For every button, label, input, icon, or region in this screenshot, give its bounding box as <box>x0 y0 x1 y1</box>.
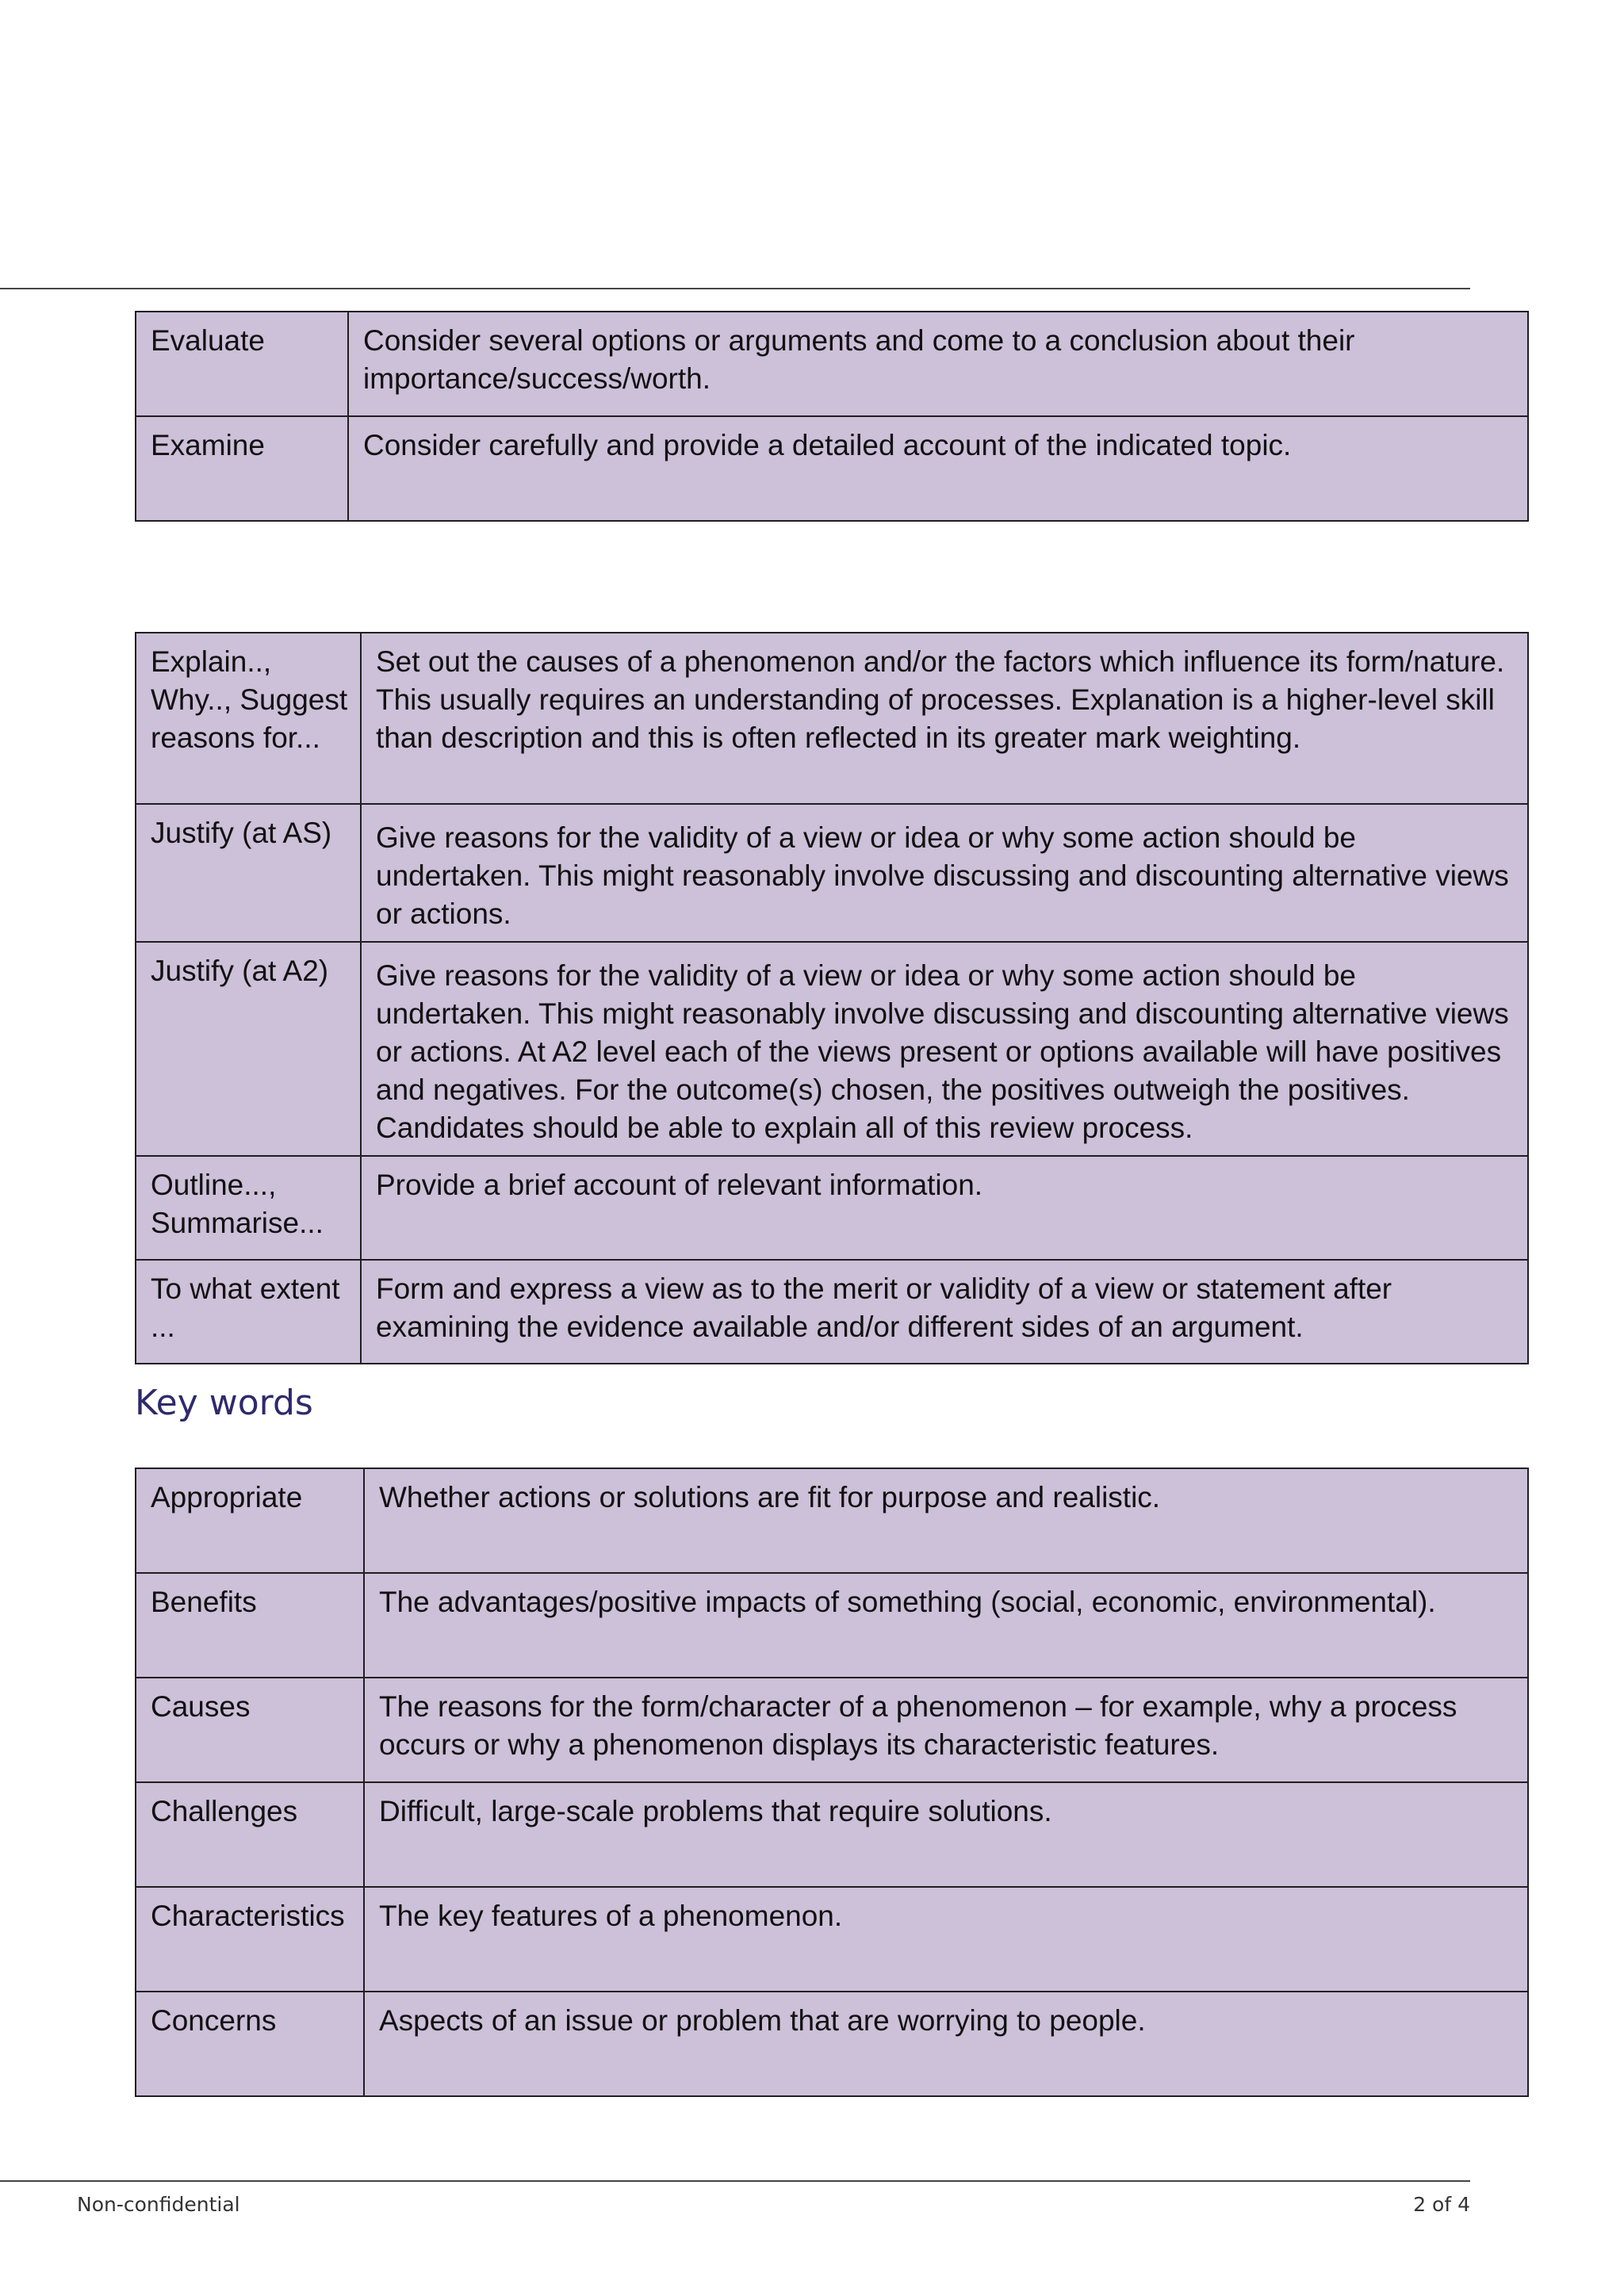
table-row <box>136 1992 1528 2096</box>
table-row <box>136 1887 1528 1992</box>
table-row <box>136 633 1528 804</box>
table-row <box>136 804 1528 942</box>
definition-cell: The advantages/positive impacts of something (social, economic, environmental). <box>364 1573 1528 1678</box>
header-divider <box>0 288 1470 289</box>
table-row <box>136 1782 1528 1887</box>
key-words-heading: Key words <box>135 1383 313 1423</box>
term-cell: Justify (at A2) <box>136 942 361 1156</box>
definition-cell: Whether actions or solutions are fit for purpose and realistic. <box>364 1468 1528 1573</box>
term-cell: Benefits <box>136 1573 364 1678</box>
command-words-table-2 <box>135 632 1529 1364</box>
table-row <box>136 1260 1528 1364</box>
term-cell: Appropriate <box>136 1468 364 1573</box>
definition-cell: Give reasons for the validity of a view or idea or why some action should be undertaken. This might reasonably involve discussing and discounting alternative views or actions. <box>361 804 1528 942</box>
definition-cell: Provide a brief account of relevant information. <box>361 1156 1528 1260</box>
table-row <box>136 1678 1528 1782</box>
page-number: 2 of 4 <box>1413 2193 1470 2216</box>
definition-cell: Set out the causes of a phenomenon and/or the factors which influence its form/nature. This usually requires an understanding of processes. Explanation is a higher-level skill than description and this is often reflected in its greater mark weighting. <box>361 633 1528 804</box>
definition-cell: The reasons for the form/character of a phenomenon – for example, why a process occurs or why a phenomenon displays its characteristic features. <box>364 1678 1528 1782</box>
term-cell: Causes <box>136 1678 364 1782</box>
table-row <box>136 1468 1528 1573</box>
confidentiality-label: Non-confidential <box>77 2193 240 2216</box>
term-cell: Justify (at AS) <box>136 804 361 942</box>
term-cell: Outline..., Summarise... <box>136 1156 361 1260</box>
term-cell: Challenges <box>136 1782 364 1887</box>
definition-cell: Consider carefully and provide a detailed account of the indicated topic. <box>348 416 1528 521</box>
term-cell: To what extent ... <box>136 1260 361 1364</box>
command-words-table-1 <box>135 311 1529 522</box>
term-cell: Examine <box>136 416 348 521</box>
term-cell: Characteristics <box>136 1887 364 1992</box>
definition-cell: Give reasons for the validity of a view or idea or why some action should be undertaken. This might reasonably involve discussing and discounting alternative views or actions. At A2 level each of the views present or options available will have positives and negatives. For the outcome(s) chosen, the positives outweigh the positives. Candidates should be able to explain all of this review process. <box>361 942 1528 1156</box>
table-row <box>136 1573 1528 1678</box>
term-cell: Concerns <box>136 1992 364 2096</box>
definition-cell: Form and express a view as to the merit or validity of a view or statement after examining the evidence available and/or different sides of an argument. <box>361 1260 1528 1364</box>
definition-cell: Consider several options or arguments and come to a conclusion about their importance/success/worth. <box>348 312 1528 416</box>
table-row <box>136 416 1528 521</box>
table-row <box>136 1156 1528 1260</box>
table-row <box>136 942 1528 1156</box>
term-cell: Explain.., Why.., Suggest reasons for... <box>136 633 361 804</box>
footer-divider <box>0 2180 1470 2182</box>
term-cell: Evaluate <box>136 312 348 416</box>
definition-cell: The key features of a phenomenon. <box>364 1887 1528 1992</box>
definition-cell: Difficult, large-scale problems that require solutions. <box>364 1782 1528 1887</box>
definition-cell: Aspects of an issue or problem that are worrying to people. <box>364 1992 1528 2096</box>
table-row <box>136 312 1528 416</box>
key-words-table <box>135 1468 1529 2097</box>
